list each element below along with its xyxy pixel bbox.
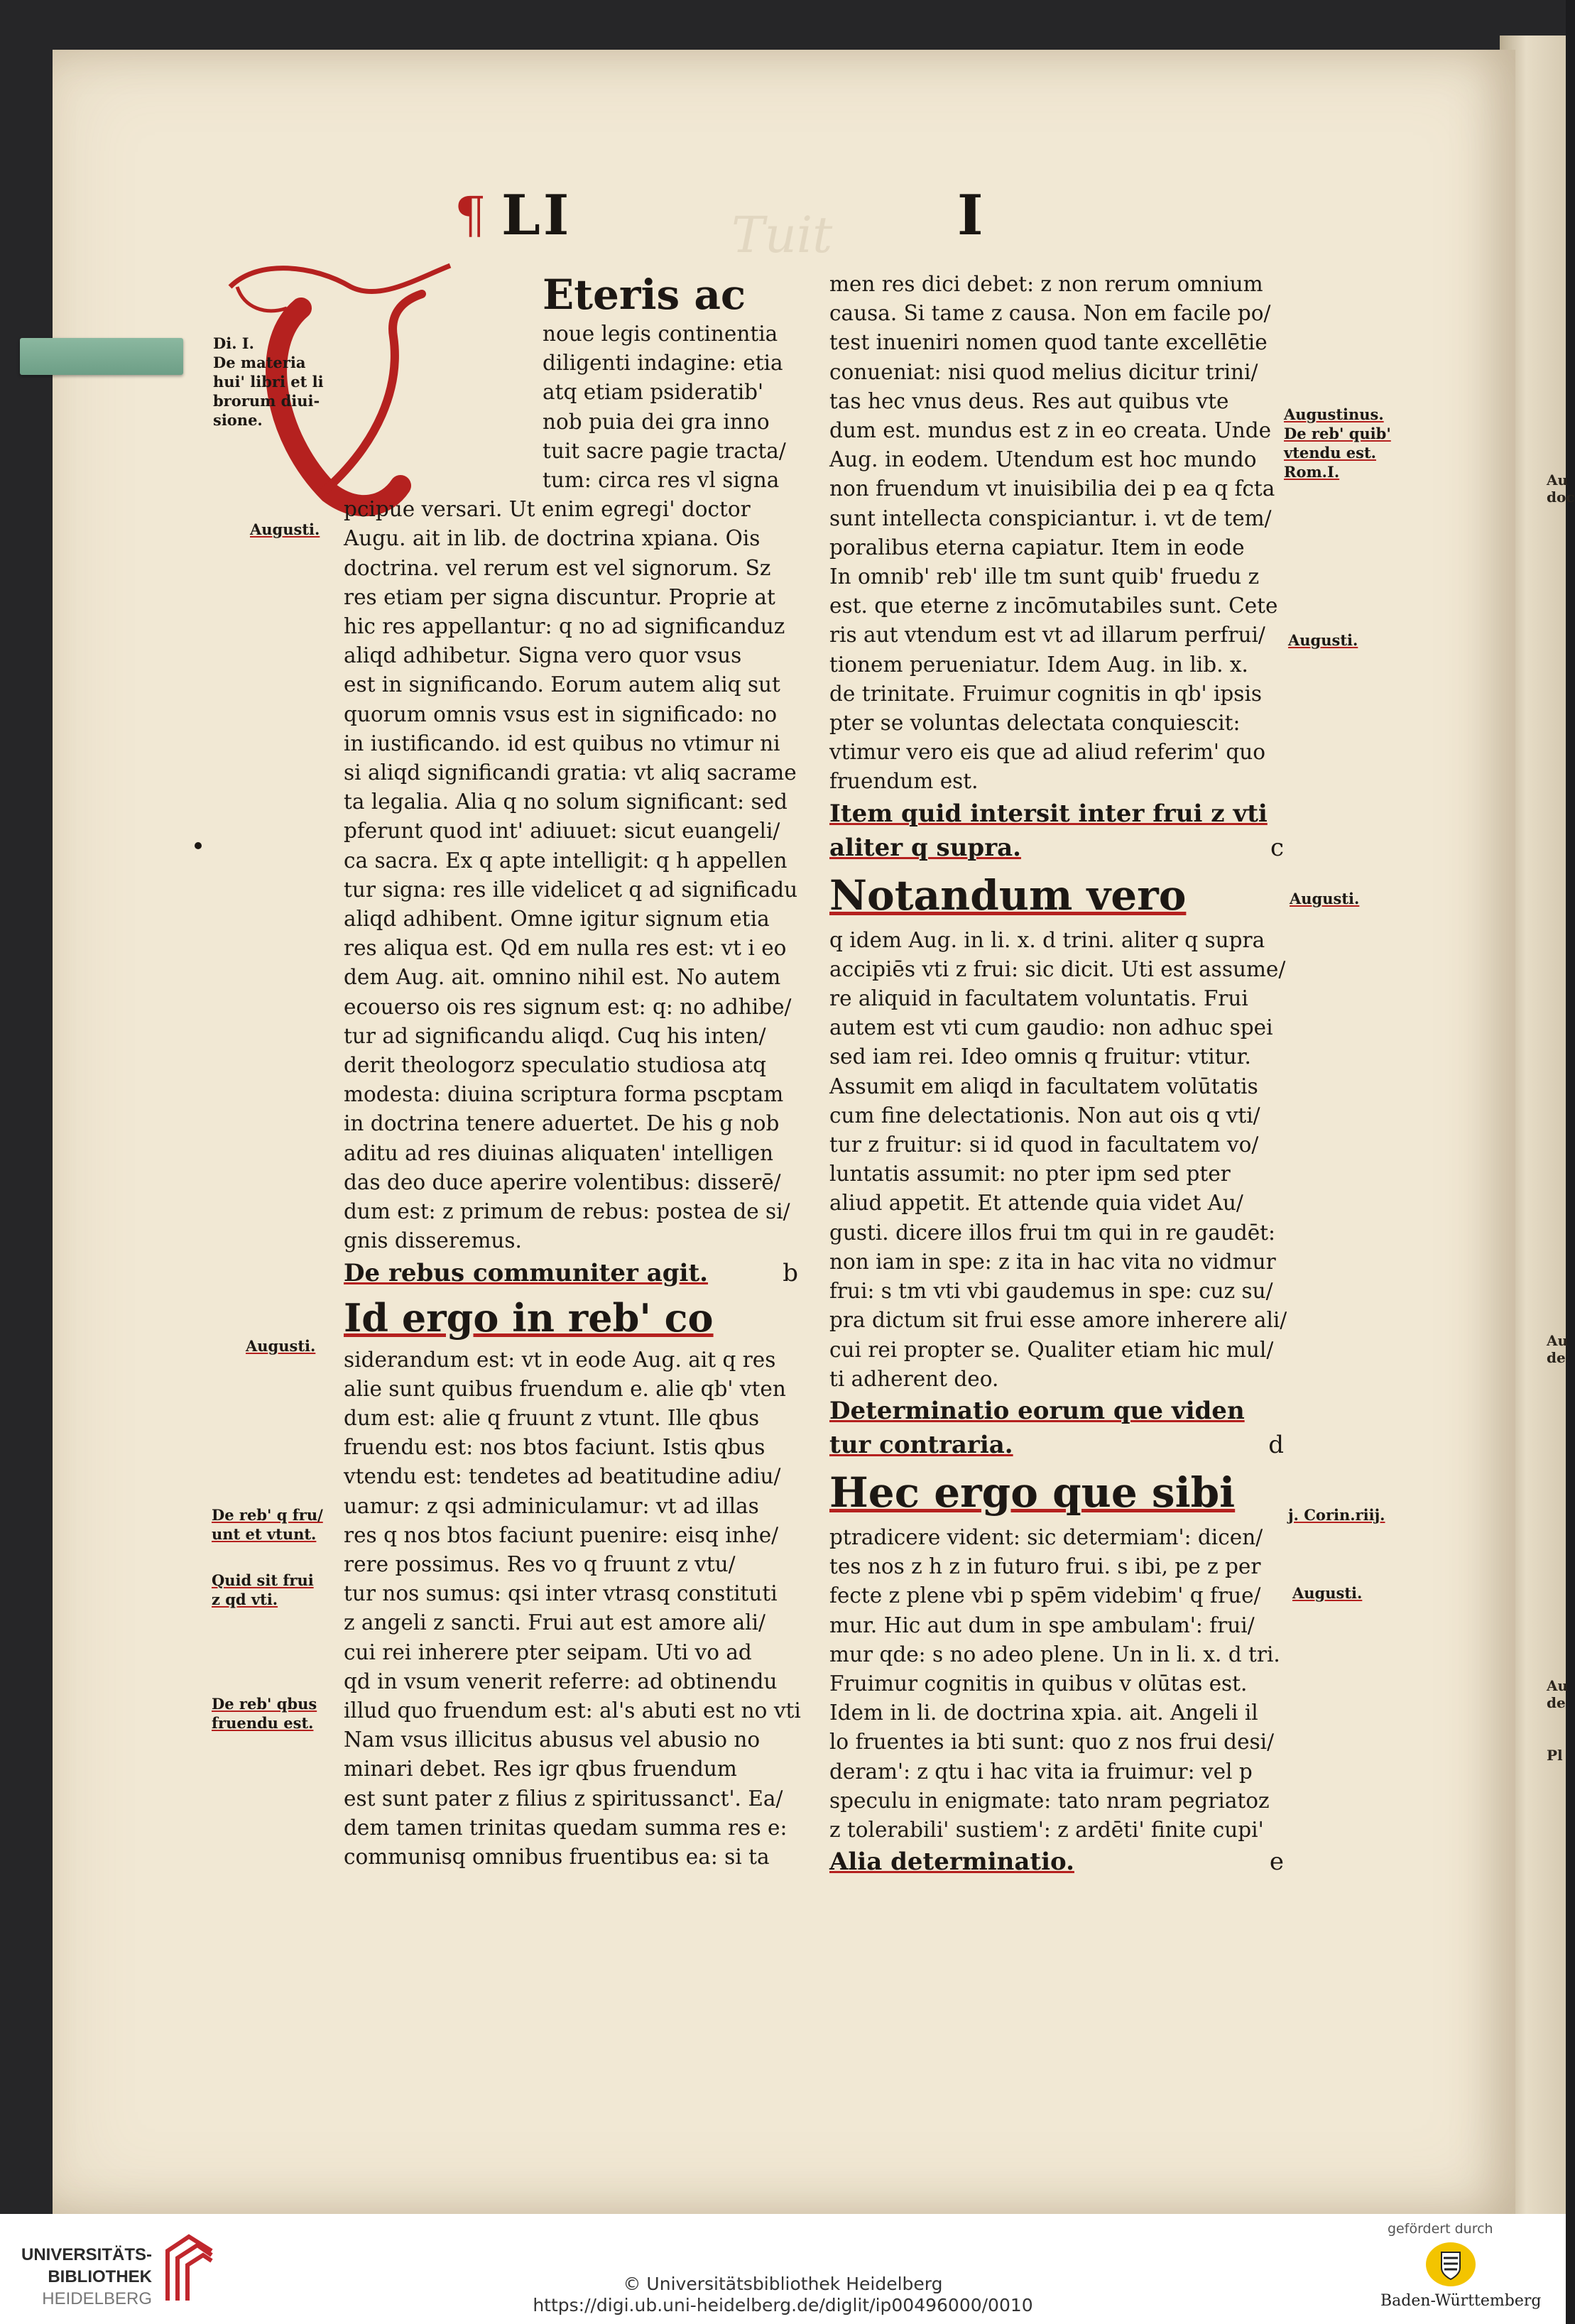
text-line: res aliqua est. Qd em nulla res est: vt i eo <box>344 936 787 961</box>
copyright-notice: © Universitätsbibliothek Heidelberg <box>623 2274 943 2294</box>
text-line: causa. Si tame z causa. Non em facile po/ <box>829 301 1271 326</box>
margin-note-quid-sit-frui: Quid sit frui z qd vti. <box>212 1571 314 1608</box>
rubric-heading-cont: aliter q supra. c <box>829 833 1284 862</box>
text-line: pcipue versari. Ut enim egregi' doctor <box>344 497 751 522</box>
text-line: dum est: alie q fruunt z vtunt. Ille qbus <box>344 1405 760 1430</box>
text-line: vtendu est: tendetes ad beatitudine adiu/ <box>344 1464 781 1489</box>
text-line: accipiēs vti z frui: sic dicit. Uti est assume/ <box>829 956 1286 981</box>
text-line: alie sunt quibus fruendum e. alie qb' vten <box>344 1376 786 1401</box>
text-line: conueniat: nisi quod melius dicitur trini/ <box>829 359 1258 384</box>
text-line: pferunt quod int' adiuuet: sicut euangeli/ <box>344 819 780 844</box>
text-line: test inueniri nomen quod tante excellētie <box>829 330 1268 355</box>
text-line: poralibus eterna capiatur. Item in eode <box>829 535 1245 560</box>
text-line: gusti. dicere illos frui tm qui in re gaudēt: <box>829 1220 1275 1245</box>
incipit-heading: Eteris ac <box>543 271 746 319</box>
text-line: tur z fruitur: si id quod in facultatem vo/ <box>829 1133 1259 1157</box>
facing-page-fragment: Pl <box>1547 1747 1563 1764</box>
folio-paraph-mark: ¶ <box>454 186 486 244</box>
text-line: est. que eterne z incōmutabiles sunt. Cete <box>829 594 1278 618</box>
text-line: ris aut vtendum est vt ad illarum perfrui/ <box>829 623 1265 648</box>
text-line: siderandum est: vt in eode Aug. ait q res <box>344 1347 776 1372</box>
text-line: dum est: z primum de rebus: postea de si/ <box>344 1199 790 1224</box>
text-line: res etiam per signa discuntur. Proprie at <box>344 584 775 609</box>
text-line: das deo duce aperire volentibus: disserē/ <box>344 1169 781 1194</box>
text-line: ptradicere vident: sic determiam': dicen/ <box>829 1524 1263 1549</box>
text-line: modesta: diuina scriptura forma pscptam <box>344 1082 784 1107</box>
text-line: pra dictum sit frui esse amore inherere ali/ <box>829 1308 1287 1333</box>
text-line: q idem Aug. in li. x. d trini. aliter q supra <box>829 927 1265 952</box>
text-line: autem est vti cum gaudio: non adhuc spei <box>829 1015 1273 1040</box>
text-line: quorum omnis vsus est in significado: no <box>344 702 778 726</box>
text-line: non fruendum vt inuisibilia dei p ea q fcta <box>829 476 1275 501</box>
text-line: dum est. mundus est z in eo creata. Unde <box>829 418 1272 443</box>
funded-by-label: gefördert durch <box>1388 2221 1493 2237</box>
text-line: fruendu est: nos btos faciunt. Istis qbus <box>344 1435 765 1460</box>
text-line: re aliquid in facultatem voluntatis. Frui <box>829 986 1248 1011</box>
rubric-heading-cont: tur contraria. d <box>829 1430 1284 1459</box>
text-line: dem tamen trinitas quedam summa res e: <box>344 1815 788 1840</box>
text-line: Augu. ait in lib. de doctrina xpiana. Ois <box>344 526 761 551</box>
text-line: gnis disseremus. <box>344 1228 522 1253</box>
margin-note-de-rebus-quibus: De reb' qbus fruendu est. <box>212 1695 317 1732</box>
text-line: tuit sacre pagie tracta/ <box>543 438 786 463</box>
rubric-heading: Determinatio eorum que viden <box>829 1396 1245 1425</box>
margin-note-augusti: Augusti. <box>1288 631 1358 649</box>
bw-coat-of-arms-icon[interactable] <box>1426 2242 1476 2286</box>
text-line: frui: s tm vti vbi gaudemus in spe: cuz su/ <box>829 1279 1273 1304</box>
text-line: z tolerabili' sustiem': z ardēti' finite cupi' <box>829 1817 1264 1842</box>
text-column-left <box>344 270 801 1872</box>
permalink-url[interactable]: https://digi.ub.uni-heidelberg.de/diglit/ip00496000/0010 <box>533 2295 1033 2315</box>
text-line: aliqd adhibetur. Signa vero quor vsus <box>344 643 742 668</box>
bookmark-tab <box>20 338 183 375</box>
margin-note-di-i: Di. I. De materia hui' libri et li brorum diui- sione. <box>213 334 324 429</box>
text-line: tur ad significandu aliqd. Cuq his inten/ <box>344 1023 766 1048</box>
text-line: rere possimus. Res vo q fruunt z vtu/ <box>344 1551 736 1576</box>
text-line: communisq omnibus fruentibus ea: si ta <box>344 1844 770 1869</box>
show-through-text: Tuit <box>731 206 833 264</box>
text-line: pter se voluntas delectata conquiescit: <box>829 711 1241 736</box>
text-line: sed iam rei. Ideo omnis q fruitur: vtitur. <box>829 1044 1251 1069</box>
text-line: fecte z plene vbi p spēm videbim' q frue/ <box>829 1583 1261 1608</box>
text-column-right <box>829 270 1287 1879</box>
text-line: tes nos z h z in futuro frui. s ibi, pe z per <box>829 1554 1261 1579</box>
text-line: atq etiam psideratib' <box>543 380 764 405</box>
text-line: ca sacra. Ex q apte intelligit: q h appellen <box>344 848 788 873</box>
text-line: ta legalia. Alia q no solum significant: sed <box>344 790 788 814</box>
text-line: tionem perueniatur. Idem Aug. in lib. x. <box>829 652 1248 677</box>
section-heading-large: Hec ergo que sibi <box>829 1468 1236 1517</box>
text-line: aliud appetit. Et attende quia videt Au/ <box>829 1191 1243 1216</box>
margin-note-augusti: Augusti. <box>1292 1584 1363 1602</box>
folio-number-left: LI <box>501 183 572 248</box>
text-line: hic res appellantur: q no ad significanduz <box>344 614 785 639</box>
facing-page-fragment: Au de <box>1547 1677 1569 1711</box>
rubric-heading: Item quid intersit inter frui z vti <box>829 799 1268 828</box>
text-line: ti adherent deo. <box>829 1366 999 1391</box>
text-line: si aliqd significandi gratia: vt aliq sacrame <box>344 760 797 785</box>
margin-note-augusti: Augusti. <box>250 520 320 538</box>
text-line: ecouerso ois res signum est: q: no adhibe/ <box>344 994 792 1019</box>
folio-number-right: I <box>957 183 983 248</box>
text-line: Assumit em aliqd in facultatem volūtatis <box>829 1074 1258 1098</box>
text-line: non iam in spe: z ita in hac vita no vidmur <box>829 1249 1276 1274</box>
text-line: mur. Hic aut dum in spe ambulam': frui/ <box>829 1613 1255 1637</box>
text-line: dem Aug. ait. omnino nihil est. No autem <box>344 965 781 990</box>
facing-page-fragment: Au doc <box>1547 471 1575 506</box>
text-line: cui rei propter se. Qualiter etiam hic mul/ <box>829 1337 1274 1362</box>
text-line: aditu ad res diuinas aliquaten' intelligen <box>344 1140 774 1165</box>
text-line: res q nos btos faciunt puenire: eisq inhe/ <box>344 1522 779 1547</box>
text-line: tum: circa res vl signa <box>543 468 780 493</box>
text-line: Aug. in eodem. Utendum est hoc mundo <box>829 447 1257 472</box>
paraph-dot <box>195 842 202 849</box>
text-line: In omnib' reb' ille tm sunt quib' fruedu z <box>829 564 1260 589</box>
text-line: est sunt pater z filius z spiritussanct'. Ea/ <box>344 1786 783 1811</box>
rubric-heading: De rebus communiter agit. b <box>344 1258 798 1287</box>
text-line: deram': z qtu i hac vita ia fruimur: vel p <box>829 1759 1253 1784</box>
text-line: tur nos sumus: qsi inter vtrasq constituti <box>344 1581 778 1606</box>
facing-page-fragment: Au de <box>1547 1332 1569 1366</box>
text-line: in doctrina tenere aduertet. De his g nob <box>344 1111 780 1136</box>
text-line: doctrina. vel rerum est vel signorum. Sz <box>344 555 771 580</box>
margin-note-augustinus: Augustinus. De reb' quib' vtendu est. Rom.I. <box>1284 405 1391 481</box>
rubric-heading: Alia determinatio. e <box>829 1848 1284 1877</box>
text-line: z angeli z sancti. Frui aut est amore ali/ <box>344 1610 765 1635</box>
section-heading-large: Id ergo in reb' co <box>344 1294 714 1341</box>
text-line: tas hec vnus deus. Res aut quibus vte <box>829 388 1229 413</box>
text-line: de trinitate. Fruimur cognitis in qb' ipsis <box>829 681 1263 706</box>
text-line: est in significando. Eorum autem aliq sut <box>344 672 780 697</box>
text-line: diligenti indagine: etia <box>543 351 783 376</box>
text-line: mur qde: s no adeo plene. Un in li. x. d tri. <box>829 1642 1280 1666</box>
margin-note-corinthians: j. Corin.riij. <box>1288 1506 1385 1524</box>
library-name: UNIVERSITÄTS- BIBLIOTHEK HEIDELBERG <box>21 2245 152 2308</box>
text-line: Nam vsus illicitus abusus vel abusio no <box>344 1728 761 1752</box>
text-line: Fruimur cognitis in quibus v olūtas est. <box>829 1671 1248 1696</box>
text-line: men res dici debet: z non rerum omnium <box>829 272 1263 296</box>
text-line: noue legis continentia <box>543 322 778 346</box>
text-line: lo fruentes ia bti sunt: quo z nos frui desi/ <box>829 1730 1275 1755</box>
text-line: derit theologorz speculatio studiosa atq <box>344 1053 766 1078</box>
section-heading-large: Notandum vero <box>829 871 1187 920</box>
margin-note-augusti: Augusti. <box>246 1337 316 1355</box>
margin-note-de-rebus-fruunt: De reb' q fru/ unt et vtunt. <box>212 1506 323 1543</box>
text-line: nob puia dei gra inno <box>543 409 770 434</box>
text-line: cui rei inherere pter seipam. Uti vo ad <box>344 1640 752 1664</box>
text-line: tur signa: res ille videlicet q ad significadu <box>344 877 798 902</box>
text-line: illud quo fruendum est: al's abuti est no vti <box>344 1698 801 1723</box>
text-line: uamur: z qsi adminiculamur: vt ad illas <box>344 1493 759 1518</box>
text-line: fruendum est. <box>829 769 979 794</box>
text-line: in iustificando. id est quibus no vtimur ni <box>344 731 780 755</box>
text-line: vtimur vero eis que ad aliud referim' quo <box>829 740 1266 765</box>
text-line: aliqd adhibent. Omne igitur signum etia <box>344 907 770 932</box>
margin-note-augusti: Augusti. <box>1290 890 1360 907</box>
text-line: luntatis assumit: no pter ipm sed pter <box>829 1162 1231 1186</box>
text-line: speculu in enigmate: tato nram pegriatoz <box>829 1788 1270 1813</box>
text-line: qd in vsum venerit referre: ad obtinendu <box>344 1669 778 1693</box>
text-line: Idem in li. de doctrina xpia. ait. Angeli il <box>829 1701 1258 1725</box>
text-line: sunt intellecta conspiciantur. i. vt de tem/ <box>829 506 1272 530</box>
text-line: minari debet. Res igr qbus fruendum <box>344 1757 737 1782</box>
funder-name: Baden-Württemberg <box>1380 2292 1542 2310</box>
text-line: cum fine delectationis. Non aut ois q vti/ <box>829 1103 1260 1128</box>
